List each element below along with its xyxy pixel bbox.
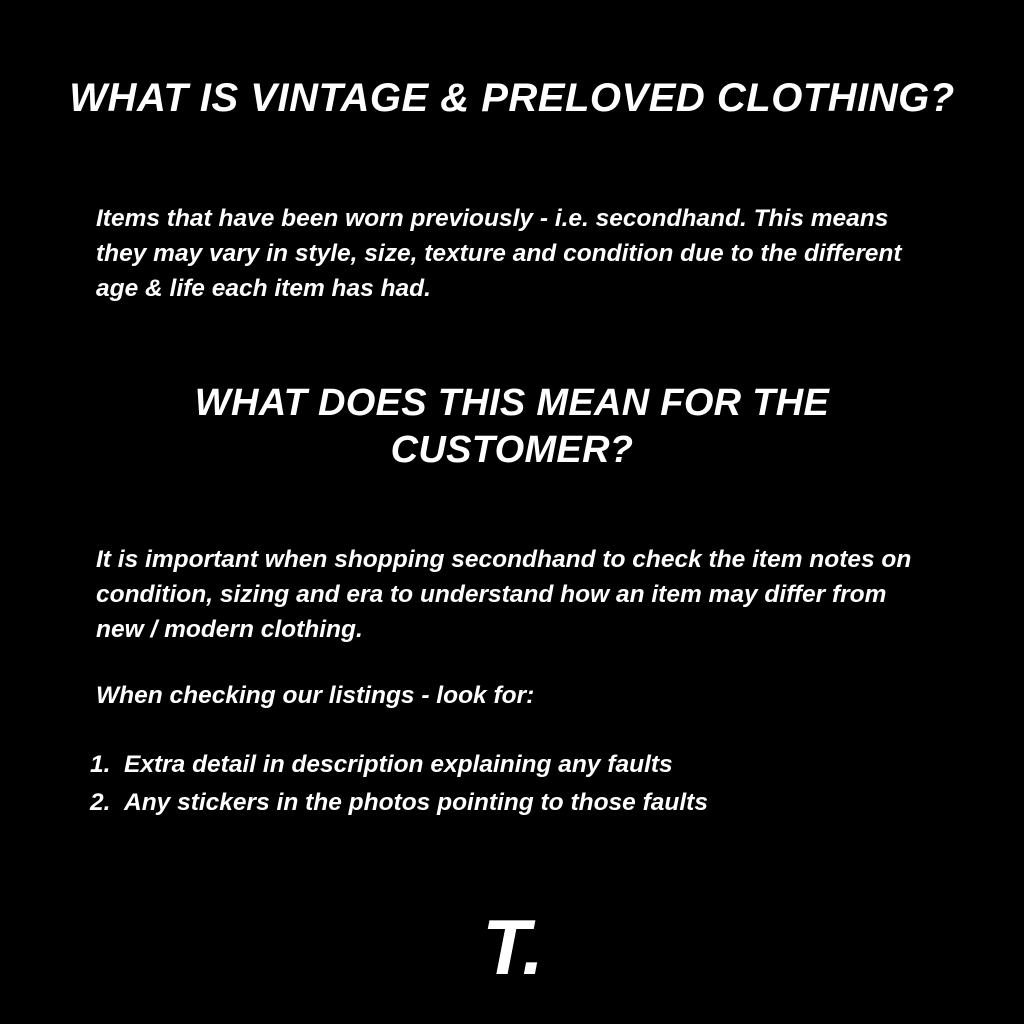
paragraph-definition: Items that have been worn previously - i.e. secondhand. This means they may vary in style, size, texture and condition due to the different age & life each item has had. (96, 205, 902, 302)
logo-text: T. (482, 903, 542, 991)
fault-check-list (0, 714, 1024, 822)
page-title: WHAT IS VINTAGE & PRELOVED CLOTHING? (69, 76, 955, 120)
brand-logo (0, 903, 1024, 991)
paragraph-customer-advice: It is important when shopping secondhand to check the item notes on condition, sizing and era to understand how an item may differ from new / modern clothing. (96, 546, 912, 643)
paragraph-listing-prompt: When checking our listings - look for: (96, 682, 535, 710)
list-item: Any stickers in the photos pointing to those faults (124, 789, 708, 817)
section-heading-customer: WHAT DOES THIS MEAN FOR THE CUSTOMER? (194, 382, 830, 471)
list-item: Extra detail in description explaining any faults (124, 751, 673, 779)
